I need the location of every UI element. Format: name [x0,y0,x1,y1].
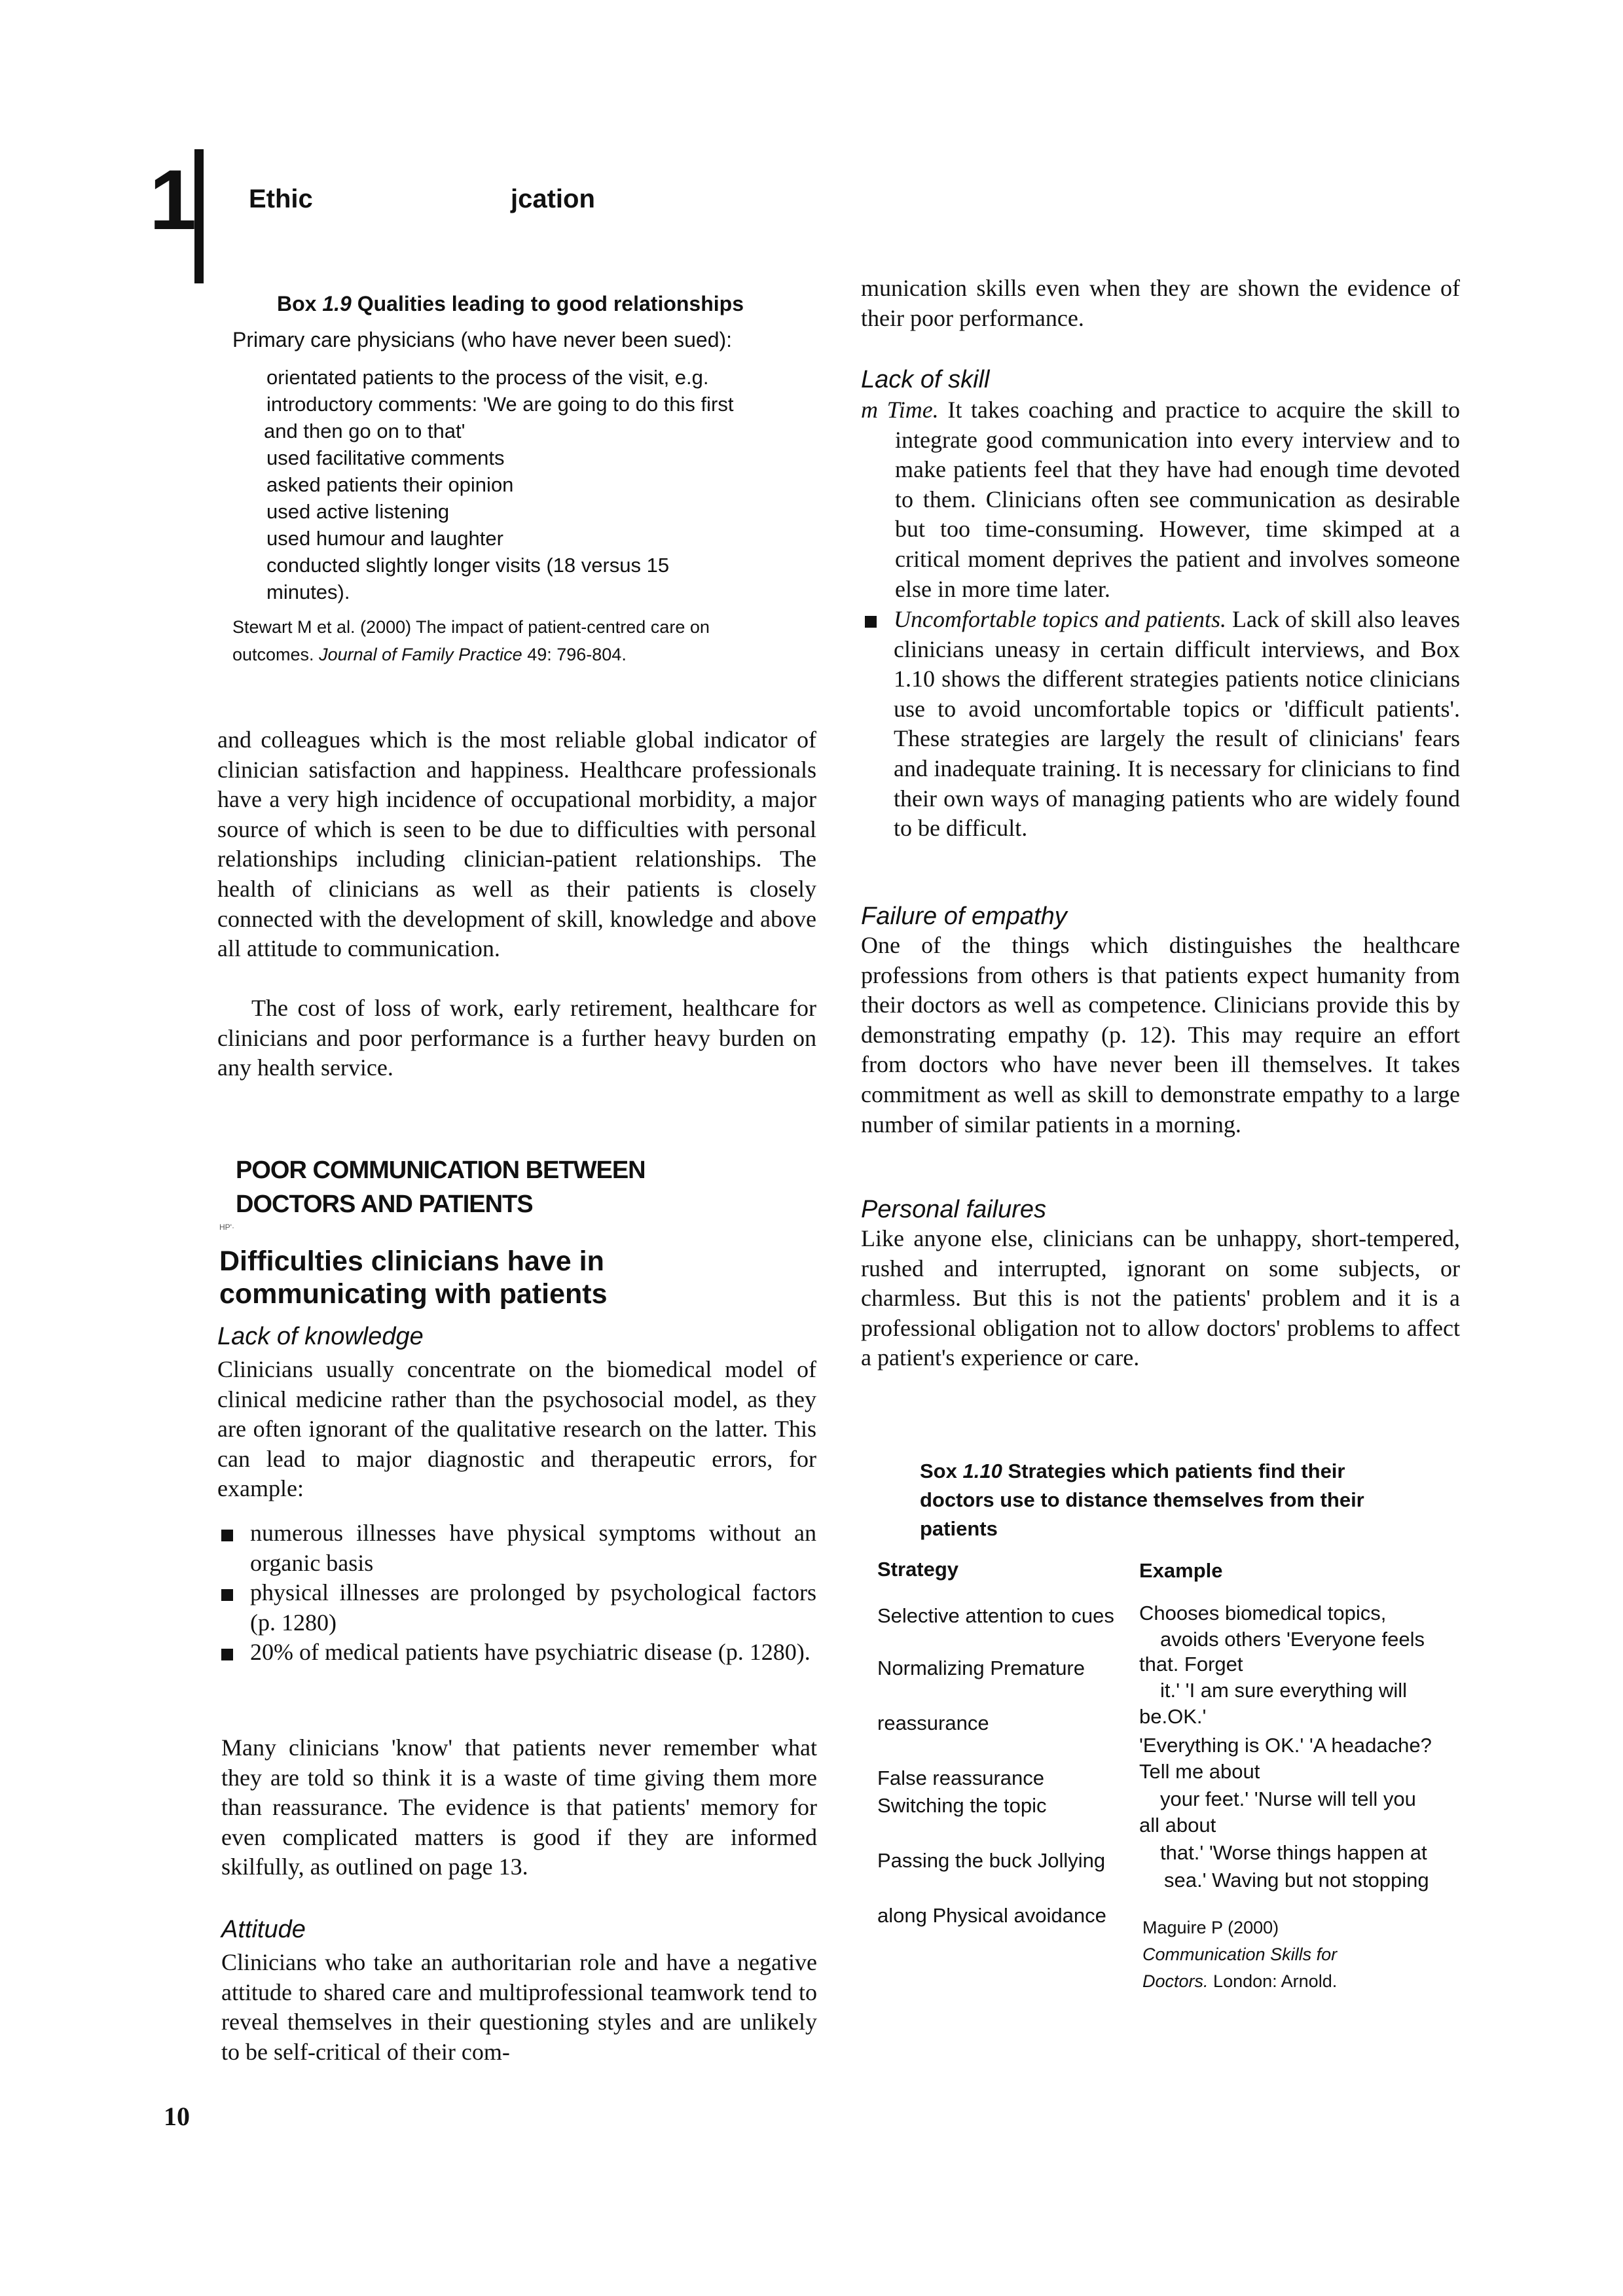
reference-suffix: 49: 796-804. [527,645,627,664]
example-line: your feet.' 'Nurse will tell you [1160,1787,1416,1810]
list-item: used active listening [266,500,450,523]
time-text: It takes coaching and practice to acquire the skill to integrate good communication into every interview and to make patients feel that they have had enough time devoted to them. Clinicians often see communication as desirable but too time-consuming. However, time skimped at a critical moment deprives the patient and involves someone else in more time later. [895,397,1461,602]
bullet-square-icon [221,1589,233,1601]
example-line: avoids others 'Everyone feels [1160,1628,1425,1651]
subsection-heading [219,1245,809,1310]
knowledge-bullet-list [217,1518,816,1668]
intro-paragraph: and colleagues which is the most reliable global indicator of clinician satisfaction and happiness. Healthcare professionals have a very high incidence of occupational morbidity, a major source of which is seen to be due to difficulties with personal relationships including clinician-patient relationships. The health of clinicians as well as their patients is closely connected with the development of skill, knowledge and above all attitude to communication. [217,726,816,962]
bullet-text: physical illnesses are prolonged by psychological factors (p. 1280) [250,1579,816,1636]
box-1-9-label: Box [277,292,317,315]
time-entry [861,395,1460,604]
list-item [861,605,1460,844]
bullet-square-icon [221,1530,233,1541]
memory-paragraph: Many clinicians 'know' that patients never remember what they are told so think it is a waste of time giving them more than reassurance. The evidence is that patients' memory for even complicated matters is good if they are informed skilfully, as outlined on page 13. [221,1734,817,1880]
strategy-line: along Physical avoidance [877,1904,1106,1927]
attitude-paragraph: Clinicians who take an authoritarian role and have a negative attitude to shared care and multiprofessional teamwork tend to reveal themselves in their questioning styles and are unlikely to be self-critical of their com- [221,1949,817,2065]
running-head-part1: Ethic [249,185,313,213]
section-heading-line: POOR COMMUNICATION BETWEEN [236,1157,646,1184]
box-1-9 [232,285,795,668]
lack-of-knowledge-heading: Lack of knowledge [217,1323,424,1350]
box-1-9-title-text: Qualities leading to good relationships [357,292,744,315]
uncomfortable-lead: Uncomfortable topics and patients. [894,606,1227,632]
skill-bullet-list [861,605,1460,844]
list-item [217,1638,816,1668]
box-1-10-title-line: doctors use to distance themselves from their [920,1488,1364,1511]
strategy-line: False reassurance [877,1767,1045,1789]
time-lead: m Time. [861,397,939,423]
reference-title: Communication Skills for [1142,1945,1338,1964]
box-1-10-label: Sox [920,1460,957,1482]
reference-publisher: London: Arnold. [1213,1971,1338,1991]
section-heading [236,1153,812,1221]
box-1-10-title-line: patients [920,1517,998,1540]
strategy-line: Passing the buck Jollying [877,1849,1106,1872]
list-item: orientated patients to the process of the visit, e.g. [266,366,709,389]
list-item [217,1578,816,1638]
uncomfortable-text: Lack of skill also leaves clinicians uneasy in certain difficult interviews, and Box 1.10 shows the different strategies patients notice clinicians use to avoid uncomfortable topics or 'difficult patients'. These strategies are largely the result of clinicians' fears and inadequate training. It is necessary for clinicians to find their own ways of managing patients who are widely found to be difficult. [894,606,1461,842]
empathy-heading: Failure of empathy [861,903,1067,930]
reference-title: Doctors. [1142,1971,1209,1991]
list-item: asked patients their opinion [266,473,514,496]
box-1-10-reference [1142,1914,1457,1995]
strategy-line: reassurance [877,1712,989,1734]
subsection-heading-line: communicating with patients [219,1278,608,1310]
reference-prefix: outcomes. [232,645,314,664]
list-item: introductory comments: 'We are going to do this first [266,393,734,416]
box-1-10-title-line [920,1457,1417,1486]
chapter-divider-bar [194,149,204,283]
running-head-part2: jcation [511,185,595,213]
strategy-line: Normalizing Premature [877,1657,1085,1679]
lack-of-knowledge-paragraph: Clinicians usually concentrate on the biomedical model of clinical medicine rather than the psychosocial model, as they are often ignorant of the qualitative research on the latter. This can lead to major diagnostic and therapeutic errors, for example: [217,1356,816,1502]
bullet-square-icon [221,1649,233,1660]
lack-of-skill-heading: Lack of skill [861,366,990,393]
empathy-paragraph: One of the things which distinguishes the healthcare professions from others is that patients expect humanity from their doctors as well as competence. Clinicians provide this by demonstrating empathy (p. 12). This may require an effort from doctors who have never been ill themselves. It takes commitment as well as skill to demonstrate empathy to a large number of similar patients in a morning. [861,932,1460,1138]
stray-mark: HP'· [219,1223,234,1232]
cost-paragraph: The cost of loss of work, early retirement, healthcare for clinicians and poor performance is a further heavy burden on any health service. [217,995,816,1081]
example-line: that. Forget [1139,1653,1243,1676]
list-item: minutes). [266,581,350,603]
list-item [217,1518,816,1578]
strategy-line: Switching the topic [877,1794,1047,1817]
list-item: conducted slightly longer visits (18 versus 15 [266,554,670,577]
example-line: all about [1139,1814,1216,1837]
example-line: 'Everything is OK.' 'A headache? [1139,1734,1432,1757]
box-1-10-title [920,1457,1417,1543]
personal-failures-heading: Personal failures [861,1196,1047,1223]
reference-line: Stewart M et al. (2000) The impact of patient-centred care on [232,617,710,637]
table-header-example: Example [1139,1559,1223,1582]
list-item: used facilitative comments [266,446,505,469]
time-text-block [861,395,1460,604]
running-head [249,185,707,224]
section-heading-line: DOCTORS AND PATIENTS [236,1191,533,1218]
reference-line [232,641,795,668]
list-item: and then go on to that' [264,420,465,442]
strategy-line: Selective attention to cues [877,1604,1114,1627]
box-1-9-reference [232,613,795,668]
page-number: 10 [164,2102,190,2131]
box-1-9-title [277,285,795,322]
table-header-strategy: Strategy [877,1558,959,1581]
bullet-square-icon [865,616,877,628]
example-line: Tell me about [1139,1760,1260,1783]
reference-journal: Journal of Family Practice [319,645,522,664]
box-1-9-intro: Primary care physicians (who have never been sued): [232,328,733,351]
example-line: it.' 'I am sure everything will [1160,1679,1408,1702]
continuation-paragraph: munication skills even when they are shown the evidence of their poor performance. [861,275,1460,331]
box-1-9-number: 1.9 [322,292,352,315]
personal-failures-paragraph: Like anyone else, clinicians can be unhappy, short-tempered, rushed and interrupted, ignorant on some subjects, or charmless. But this is not the patients' problem and it is a professional obligation not to allow doctors' problems to affect a patient's experience or care. [861,1225,1460,1371]
subsection-heading-line: Difficulties clinicians have in [219,1246,604,1277]
attitude-heading: Attitude [221,1916,306,1943]
example-line: that.' 'Worse things happen at [1160,1841,1427,1864]
box-1-10-number: 1.10 [962,1460,1002,1482]
chapter-number: 1 [149,152,194,247]
example-line: sea.' Waving but not stopping [1164,1869,1429,1892]
box-1-10-title-text: Strategies which patients find their [1008,1460,1345,1482]
bullet-text: 20% of medical patients have psychiatric disease (p. 1280). [250,1639,811,1666]
reference-author: Maguire P (2000) [1142,1918,1279,1937]
list-item: used humour and laughter [266,527,503,550]
example-line: Chooses biomedical topics, [1139,1602,1387,1624]
example-line: be.OK.' [1139,1705,1207,1728]
box-1-9-list [266,364,795,605]
bullet-text: numerous illnesses have physical symptoms without an organic basis [250,1520,816,1576]
